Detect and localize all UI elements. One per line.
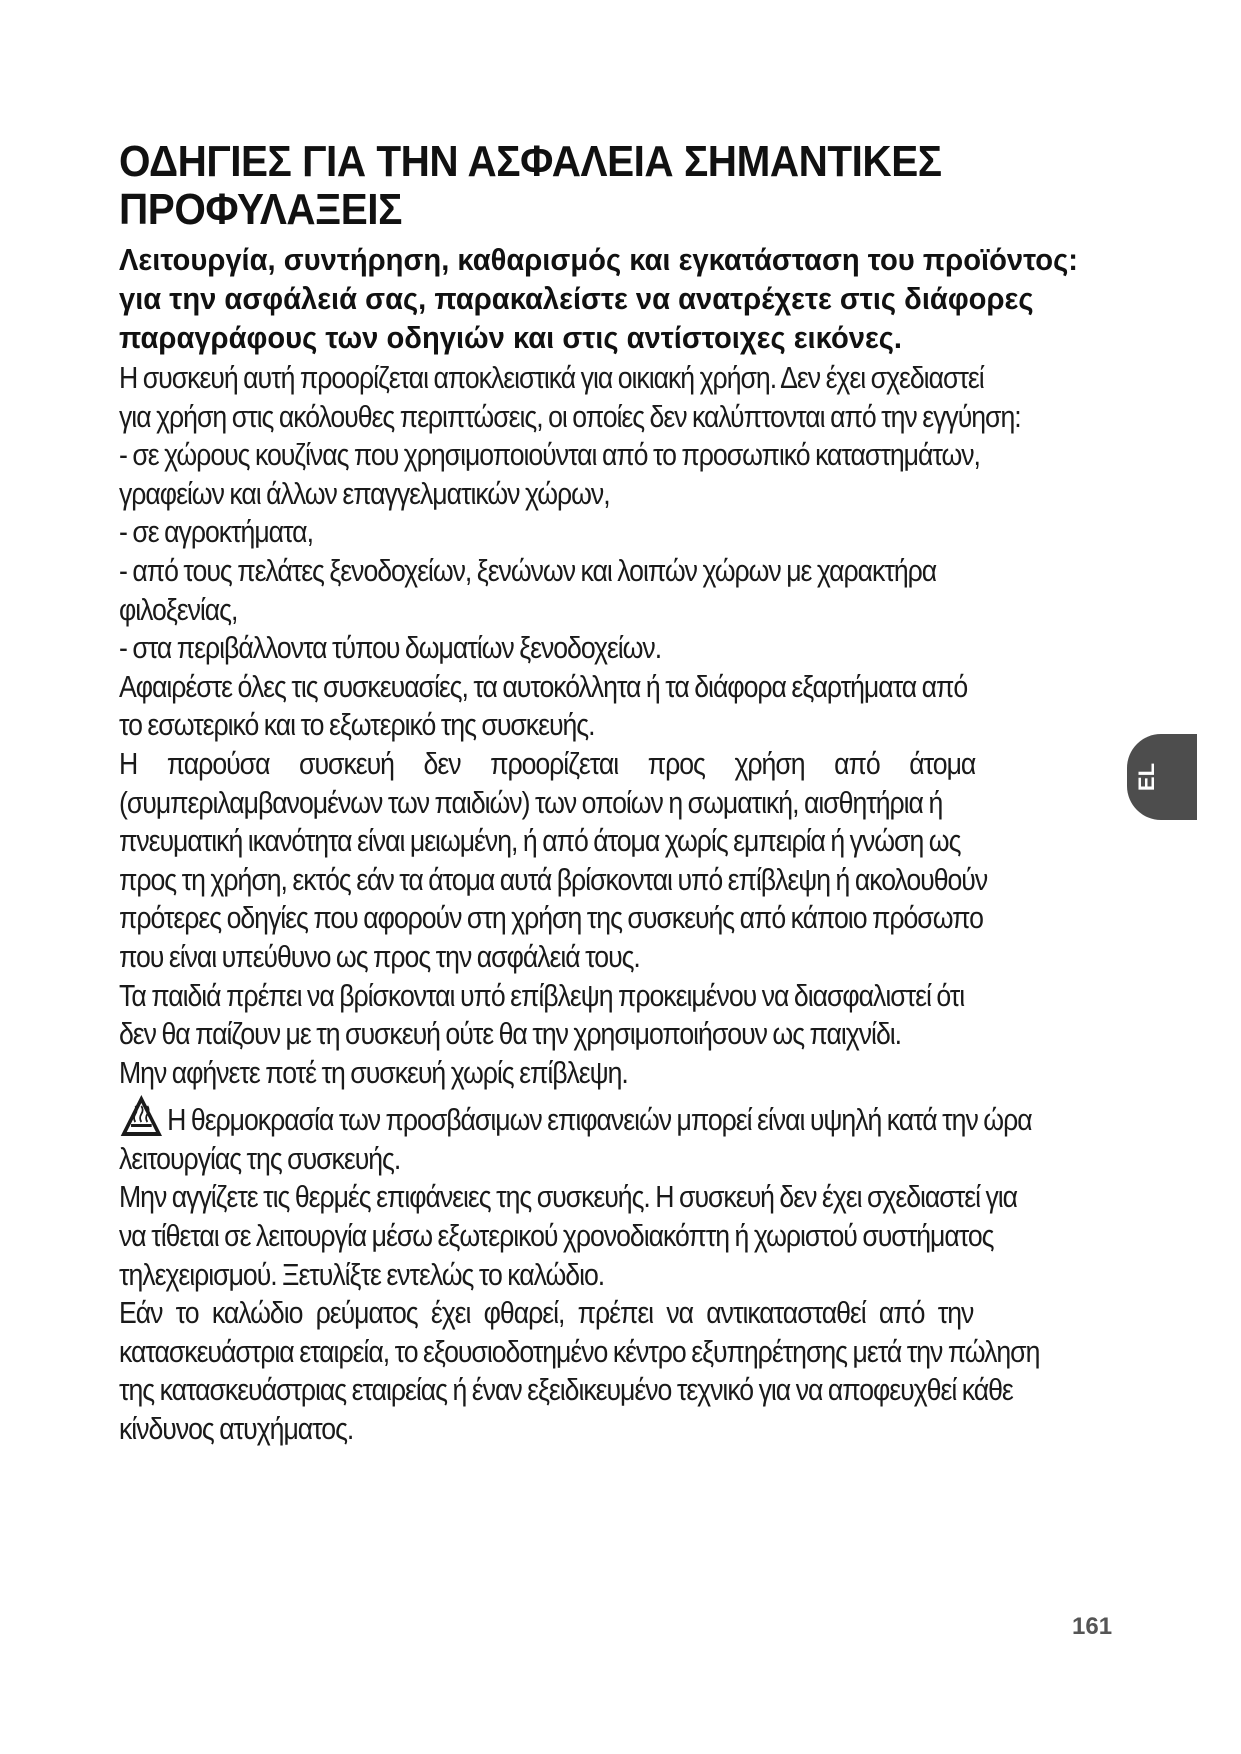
text-line: Η συσκευή αυτή προορίζεται αποκλειστικά για οικιακή χρήση. Δεν έχει σχεδιαστεί bbox=[119, 360, 984, 395]
text-line: Τα παιδιά πρέπει να βρίσκονται υπό επίβλεψη προκειμένου να διασφαλιστεί ότι bbox=[119, 977, 965, 1013]
title-line: ΟΔΗΓΙΕΣ ΓΙΑ ΤΗΝ ΑΣΦΑΛΕΙΑ ΣΗΜΑΝΤΙΚΕΣ bbox=[119, 137, 942, 186]
page-content bbox=[119, 138, 1149, 1449]
text-line: Η παρούσα συσκευή δεν προορίζεται προς χρήση από άτομα bbox=[119, 745, 976, 781]
text-line: Αφαιρέστε όλες τις συσκευασίες, τα αυτοκόλλητα ή τα διάφορα εξαρτήματα από bbox=[119, 668, 968, 704]
text-line: - σε χώρους κουζίνας που χρησιμοποιούνται από το προσωπικό καταστημάτων, bbox=[119, 437, 980, 473]
text-line: - στα περιβάλλοντα τύπου δωματίων ξενοδοχείων. bbox=[119, 630, 662, 666]
text-line: της κατασκευάστριας εταιρείας ή έναν εξειδικευμένο τεχνικό για να αποφευχθεί κάθε bbox=[119, 1372, 1013, 1408]
text-line: Μην αγγίζετε τις θερμές επιφάνειες της συσκευής. Η συσκευή δεν έχει σχεδιαστεί για bbox=[119, 1179, 1018, 1215]
text-line: κατασκευάστρια εταιρεία, το εξουσιοδοτημένο κέντρο εξυπηρέτησης μετά την πώληση bbox=[119, 1333, 1040, 1369]
subtitle-line: για την ασφάλειά σας, παρακαλείστε να ανατρέχετε στις διάφορες bbox=[119, 281, 1034, 316]
text-line: δεν θα παίζουν με τη συσκευή ούτε θα την χρησιμοποιήσουν ως παιχνίδι. bbox=[119, 1016, 902, 1052]
subtitle-line: παραγράφους των οδηγιών και στις αντίστοιχες εικόνες. bbox=[119, 320, 903, 355]
text-line: που είναι υπεύθυνο ως προς την ασφάλειά τους. bbox=[119, 938, 640, 974]
text-line: - από τους πελάτες ξενοδοχείων, ξενώνων και λοιπών χώρων με χαρακτήρα bbox=[119, 552, 937, 588]
text-line: να τίθεται σε λειτουργία μέσω εξωτερικού χρονοδιακόπτη ή χωριστού συστήματος bbox=[119, 1218, 994, 1254]
text-line: γραφείων και άλλων επαγγελματικών χώρων, bbox=[119, 475, 610, 511]
paragraph-damaged-cable bbox=[119, 1294, 1149, 1448]
text-line: - σε αγροκτήματα, bbox=[119, 514, 313, 550]
safety-instructions-body bbox=[119, 359, 1149, 1449]
paragraph-remove-packaging bbox=[119, 668, 1149, 745]
section-subtitle bbox=[119, 240, 1144, 357]
text-line: λειτουργίας της συσκευής. bbox=[119, 1140, 401, 1176]
language-tab-label: EL bbox=[1134, 762, 1159, 792]
title-line: ΠΡΟΦΥΛΑΞΕΙΣ bbox=[119, 185, 402, 234]
paragraph-never-unattended bbox=[119, 1054, 1149, 1093]
text-line: προς τη χρήση, εκτός εάν τα άτομα αυτά βρίσκονται υπό επίβλεψη ή ακολουθούν bbox=[119, 861, 988, 897]
subtitle-line: Λειτουργία, συντήρηση, καθαρισμός και εγκατάσταση του προϊόντος: bbox=[119, 242, 1078, 277]
page-title bbox=[119, 138, 1122, 234]
text-line: το εσωτερικό και το εξωτερικό της συσκευής. bbox=[119, 707, 595, 743]
text-line: Η θερμοκρασία των προσβάσιμων επιφανειών μπορεί είναι υψηλή κατά την ώρα bbox=[167, 1102, 1032, 1138]
text-line: Εάν το καλώδιο ρεύματος έχει φθαρεί, πρέπει να αντικατασταθεί από την bbox=[119, 1295, 974, 1331]
paragraph-household-use bbox=[119, 359, 1149, 668]
text-line: φιλοξενίας, bbox=[119, 591, 238, 627]
text-line: για χρήση στις ακόλουθες περιπτώσεις, οι οποίες δεν καλύπτονται από την εγγύηση: bbox=[119, 398, 1021, 434]
paragraph-reduced-capabilities bbox=[119, 745, 1149, 977]
page-number: 161 bbox=[1072, 1613, 1113, 1640]
hot-surface-warning-icon bbox=[119, 1092, 164, 1138]
paragraph-hot-surface-warning bbox=[119, 1092, 1149, 1178]
warning-line bbox=[119, 1092, 1149, 1140]
text-line: τηλεχειρισμού. Ξετυλίξτε εντελώς το καλώδιο. bbox=[119, 1256, 605, 1292]
text-line: πρότερες οδηγίες που αφορούν στη χρήση της συσκευής από κάποιο πρόσωπο bbox=[119, 900, 983, 936]
text-line: Μην αφήνετε ποτέ τη συσκευή χωρίς επίβλεψη. bbox=[119, 1054, 628, 1090]
paragraph-hot-surfaces-timer bbox=[119, 1178, 1149, 1294]
text-line: κίνδυνος ατυχήματος. bbox=[119, 1411, 354, 1447]
paragraph-children-supervision bbox=[119, 977, 1149, 1054]
text-line: πνευματική ικανότητα είναι μειωμένη, ή από άτομα χωρίς εμπειρία ή γνώση ως bbox=[119, 823, 961, 859]
text-line: (συμπεριλαμβανομένων των παιδιών) των οποίων η σωματική, αισθητήρια ή bbox=[119, 784, 943, 820]
